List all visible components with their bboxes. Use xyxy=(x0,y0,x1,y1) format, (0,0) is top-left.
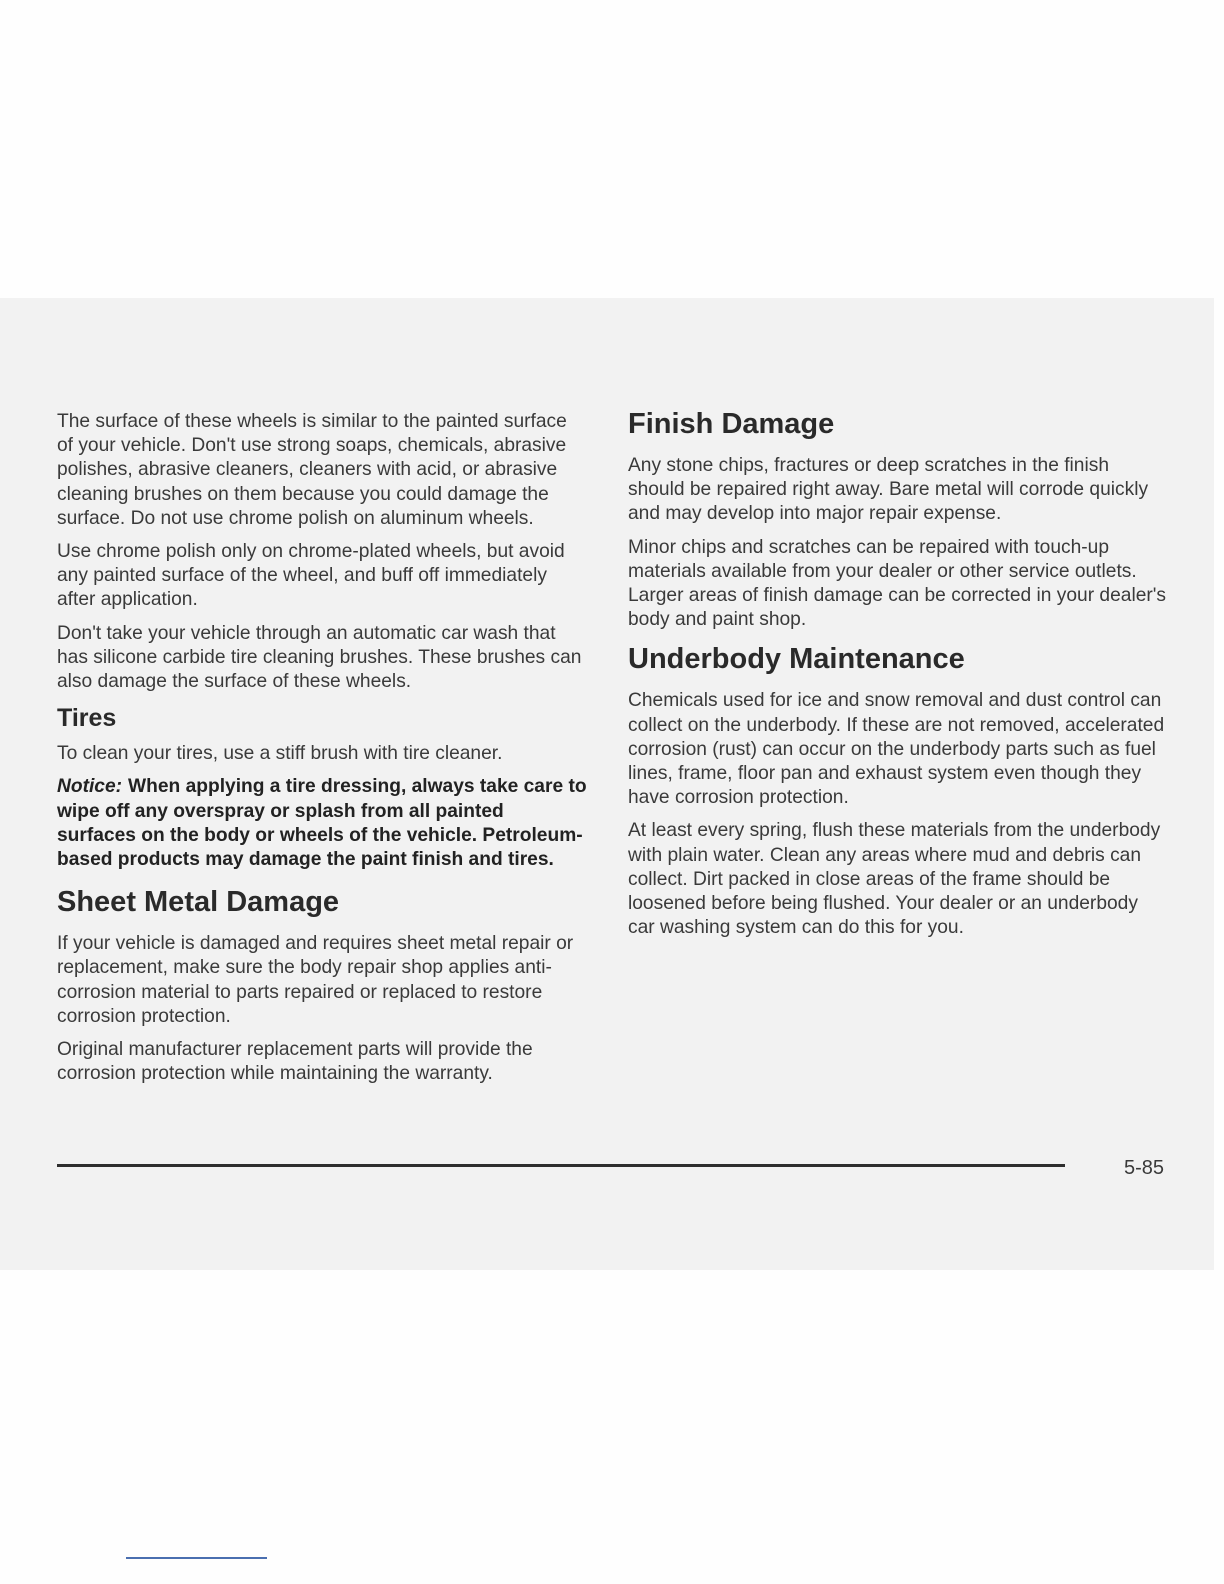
stone-chips-paragraph: Any stone chips, fractures or deep scratches in the finish should be repaired right away. Bare metal will corrode quickly and may develop into major repair expense. xyxy=(628,455,1149,525)
underbody-maintenance-heading: Underbody Maintenance xyxy=(628,643,965,676)
wheels-surface-paragraph: The surface of these wheels is similar to the painted surface of your vehicle. Don't use strong soaps, chemicals, abrasive polishes, abrasive cleaners, cleaners with acid, or abrasive cleaning brushes on them because you could damage the surface. Do not use chrome polish on aluminum wheels. xyxy=(57,411,567,529)
underbody-chemicals-paragraph: Chemicals used for ice and snow removal and dust control can collect on the underbody. If these are not removed, accelerated corrosion (rust) can occur on the underbody parts such as fuel lines, frame, floor pan and exhaust system even though they have corrosion protection. xyxy=(628,690,1165,809)
footer-link-underline xyxy=(126,1557,267,1559)
tires-heading: Tires xyxy=(57,704,117,733)
tires-paragraph: To clean your tires, use a stiff brush with tire cleaner. xyxy=(57,743,503,765)
car-wash-paragraph: Don't take your vehicle through an automatic car wash that has silicone carbide tire cleaning brushes. These brushes can also damage the surface of these wheels. xyxy=(57,622,582,693)
sheet-metal-repair-paragraph: If your vehicle is damaged and requires sheet metal repair or replacement, make sure the body repair shop applies anti-corrosion material to parts repaired or replaced to restore corrosion protection. xyxy=(57,933,574,1027)
right-column xyxy=(628,406,1168,949)
tire-dressing-notice xyxy=(57,775,587,872)
touch-up-paragraph: Minor chips and scratches can be repaired with touch-up materials available from your dealer or other service outlets. Larger areas of finish damage can be corrected in your dealer's body and paint shop. xyxy=(628,536,1167,631)
chrome-polish-paragraph: Use chrome polish only on chrome-plated wheels, but avoid any painted surface of the wheel, and buff off immediately after application. xyxy=(57,541,565,611)
finish-damage-heading: Finish Damage xyxy=(628,408,835,440)
left-column xyxy=(57,410,587,1095)
sheet-metal-damage-heading: Sheet Metal Damage xyxy=(57,886,340,919)
page-number: 5-85 xyxy=(1123,1157,1164,1179)
replacement-parts-paragraph: Original manufacturer replacement parts will provide the corrosion protection while maintaining the warranty. xyxy=(57,1039,533,1085)
notice-label: Notice: xyxy=(57,776,123,798)
notice-text: When applying a tire dressing, always take care to wipe off any overspray or splash from all painted surfaces on the body or wheels of the vehicle. Petroleum-based products may damage the paint finish and tires. xyxy=(57,776,587,871)
footer-divider xyxy=(57,1164,1065,1167)
underbody-flush-paragraph: At least every spring, flush these materials from the underbody with plain water. Clean any areas where mud and debris can collect. Dirt packed in close areas of the frame should be loosened before being flushed. Your dealer or an underbody car washing system can do this for you. xyxy=(628,820,1161,939)
